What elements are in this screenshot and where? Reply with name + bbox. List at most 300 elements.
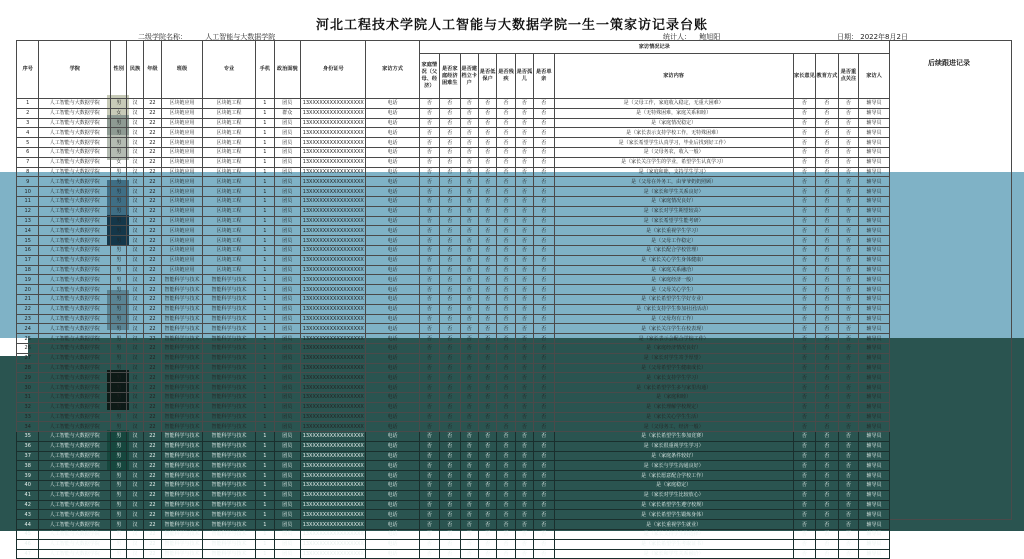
cell-college: 人工智能与大数据学院	[39, 402, 111, 412]
cell-yn-3: 否	[460, 412, 478, 422]
cell-yn-2: 否	[440, 441, 460, 451]
cell-attention: 否	[793, 373, 815, 383]
cell-politics: 团员	[274, 255, 301, 265]
table-row	[17, 383, 890, 393]
cell-yn-5: 否	[497, 245, 515, 255]
cell-yn-6: 否	[515, 275, 533, 285]
cell-politics: 团员	[274, 461, 301, 471]
cell-phone: 1	[256, 461, 274, 471]
cell-grade: 22	[143, 187, 161, 197]
cell-yn-7: 否	[534, 353, 554, 363]
cell-content: 是（家长支持学生的选择）	[554, 530, 793, 540]
cell-method: 电话	[366, 520, 419, 530]
cell-visitor: 辅导员	[859, 128, 890, 138]
cell-major: 智能科学与技术	[202, 481, 255, 491]
cell-yn-4: 否	[478, 500, 496, 510]
cell-yn-4: 否	[478, 275, 496, 285]
cell-yn-5: 否	[497, 196, 515, 206]
header-class: 班级	[162, 41, 203, 99]
cell-yn-4: 否	[478, 236, 496, 246]
cell-college: 人工智能与大数据学院	[39, 530, 111, 540]
cell-idno: 13XXXXXXXXXXXXXXXX	[301, 549, 366, 559]
cell-grade: 22	[143, 481, 161, 491]
cell-content: 是（家长希望学生能考研）	[554, 216, 793, 226]
table-row	[17, 530, 890, 540]
cell-phone: 1	[256, 99, 274, 109]
cell-yn-1: 否	[419, 147, 439, 157]
cell-yn-7: 否	[534, 510, 554, 520]
cell-yn-2: 否	[440, 363, 460, 373]
cell-yn-7: 否	[534, 500, 554, 510]
cell-class: 智能科学与技术	[162, 471, 203, 481]
cell-politics: 团员	[274, 549, 301, 559]
cell-yn-3: 否	[460, 520, 478, 530]
cell-class: 智能科学与技术	[162, 549, 203, 559]
cell-major: 区块链工程	[202, 138, 255, 148]
cell-yn-1: 否	[419, 275, 439, 285]
cell-gender: 男	[111, 324, 127, 334]
cell-phone: 1	[256, 500, 274, 510]
cell-yn-4: 否	[478, 549, 496, 559]
cell-yn-5: 否	[497, 108, 515, 118]
cell-attention: 否	[793, 196, 815, 206]
cell-method: 电话	[366, 422, 419, 432]
table-row	[17, 294, 890, 304]
cell-gender: 男	[111, 177, 127, 187]
cell-yn-4: 否	[478, 539, 496, 549]
cell-yn-6: 否	[515, 500, 533, 510]
cell-visitor: 辅导员	[859, 265, 890, 275]
cell-nation: 汉	[127, 481, 143, 491]
cell-attention: 否	[793, 383, 815, 393]
cell-grade: 22	[143, 255, 161, 265]
cell-yn-2: 否	[440, 510, 460, 520]
cell-college: 人工智能与大数据学院	[39, 147, 111, 157]
cell-seq: 24	[17, 324, 39, 334]
cell-grade: 22	[143, 549, 161, 559]
cell-yn-3: 否	[460, 294, 478, 304]
cell-yn-2: 否	[440, 216, 460, 226]
cell-college: 人工智能与大数据学院	[39, 177, 111, 187]
cell-seq: 15	[17, 236, 39, 246]
cell-method: 电话	[366, 451, 419, 461]
cell-yn-9: 否	[838, 432, 858, 442]
cell-phone: 1	[256, 402, 274, 412]
cell-visitor: 辅导员	[859, 530, 890, 540]
cell-content: 是（家长关注学生的学业，希望学生认真学习）	[554, 157, 793, 167]
cell-class: 区块链应用	[162, 226, 203, 236]
subheader-2: 是否家庭经济困难生	[440, 54, 460, 99]
cell-yn-5: 否	[497, 167, 515, 177]
table-row	[17, 363, 890, 373]
cell-yn-7: 否	[534, 206, 554, 216]
cell-yn-9: 否	[838, 383, 858, 393]
cell-college: 人工智能与大数据学院	[39, 383, 111, 393]
cell-yn-2: 否	[440, 138, 460, 148]
cell-gender: 男	[111, 343, 127, 353]
cell-yn-5: 否	[497, 461, 515, 471]
cell-class: 智能科学与技术	[162, 285, 203, 295]
cell-politics: 团员	[274, 196, 301, 206]
cell-attention: 否	[793, 285, 815, 295]
table-row	[17, 236, 890, 246]
cell-politics: 团员	[274, 402, 301, 412]
cell-yn-7: 否	[534, 167, 554, 177]
cell-idno: 13XXXXXXXXXXXXXXXX	[301, 128, 366, 138]
cell-idno: 13XXXXXXXXXXXXXXXX	[301, 461, 366, 471]
cell-content: 是（父母在外务工，由爷爷奶奶照顾）	[554, 177, 793, 187]
cell-yn-3: 否	[460, 510, 478, 520]
cell-yn-9: 否	[838, 304, 858, 314]
cell-major: 智能科学与技术	[202, 275, 255, 285]
cell-nation: 汉	[127, 245, 143, 255]
cell-class: 智能科学与技术	[162, 314, 203, 324]
record-column	[890, 40, 1012, 520]
cell-college: 人工智能与大数据学院	[39, 490, 111, 500]
cell-content: 是（家长支持学生学习）	[554, 373, 793, 383]
cell-yn-1: 否	[419, 441, 439, 451]
cell-yn-1: 否	[419, 471, 439, 481]
cell-nation: 汉	[127, 236, 143, 246]
cell-content: 是（家长对学生寄予厚望）	[554, 353, 793, 363]
home-visit-table	[16, 40, 890, 559]
cell-idno: 13XXXXXXXXXXXXXXXX	[301, 285, 366, 295]
cell-visitor: 辅导员	[859, 294, 890, 304]
cell-class: 区块链应用	[162, 236, 203, 246]
cell-yn-9: 否	[838, 138, 858, 148]
cell-seq: 7	[17, 157, 39, 167]
cell-major: 区块链工程	[202, 187, 255, 197]
cell-attention: 否	[793, 422, 815, 432]
cell-yn-8: 否	[816, 500, 838, 510]
cell-yn-3: 否	[460, 549, 478, 559]
cell-yn-7: 否	[534, 373, 554, 383]
cell-yn-3: 否	[460, 275, 478, 285]
cell-attention: 否	[793, 187, 815, 197]
cell-attention: 否	[793, 461, 815, 471]
cell-yn-3: 否	[460, 402, 478, 412]
cell-attention: 否	[793, 343, 815, 353]
cell-method: 电话	[366, 196, 419, 206]
cell-yn-3: 否	[460, 539, 478, 549]
cell-major: 智能科学与技术	[202, 549, 255, 559]
cell-yn-7: 否	[534, 432, 554, 442]
cell-yn-3: 否	[460, 255, 478, 265]
header-gender: 性别	[111, 41, 127, 99]
cell-yn-1: 否	[419, 324, 439, 334]
cell-phone: 1	[256, 334, 274, 344]
cell-yn-3: 否	[460, 265, 478, 275]
cell-major: 区块链工程	[202, 196, 255, 206]
cell-method: 电话	[366, 343, 419, 353]
date-label: 日期：	[837, 33, 858, 41]
cell-yn-2: 否	[440, 206, 460, 216]
cell-college: 人工智能与大数据学院	[39, 412, 111, 422]
cell-yn-8: 否	[816, 206, 838, 216]
cell-college: 人工智能与大数据学院	[39, 343, 111, 353]
cell-seq: 18	[17, 265, 39, 275]
cell-idno: 13XXXXXXXXXXXXXXXX	[301, 167, 366, 177]
cell-yn-9: 否	[838, 549, 858, 559]
cell-yn-9: 否	[838, 99, 858, 109]
cell-attention: 否	[793, 147, 815, 157]
cell-grade: 22	[143, 138, 161, 148]
cell-yn-8: 否	[816, 402, 838, 412]
cell-yn-9: 否	[838, 206, 858, 216]
cell-attention: 否	[793, 539, 815, 549]
cell-seq: 20	[17, 285, 39, 295]
cell-idno: 13XXXXXXXXXXXXXXXX	[301, 314, 366, 324]
cell-yn-7: 否	[534, 196, 554, 206]
cell-phone: 1	[256, 324, 274, 334]
cell-politics: 团员	[274, 157, 301, 167]
cell-grade: 22	[143, 383, 161, 393]
cell-gender: 男	[111, 471, 127, 481]
cell-major: 智能科学与技术	[202, 461, 255, 471]
cell-content: 是（家长希望学生考取证书）	[554, 539, 793, 549]
cell-visitor: 辅导员	[859, 285, 890, 295]
cell-class: 区块链应用	[162, 216, 203, 226]
cell-nation: 汉	[127, 138, 143, 148]
cell-seq: 6	[17, 147, 39, 157]
cell-yn-4: 否	[478, 363, 496, 373]
cell-yn-7: 否	[534, 99, 554, 109]
cell-seq: 33	[17, 412, 39, 422]
cell-yn-2: 否	[440, 128, 460, 138]
cell-seq: 43	[17, 510, 39, 520]
cell-yn-4: 否	[478, 471, 496, 481]
cell-yn-7: 否	[534, 304, 554, 314]
cell-visitor: 辅导员	[859, 167, 890, 177]
cell-phone: 1	[256, 392, 274, 402]
cell-yn-4: 否	[478, 412, 496, 422]
cell-yn-6: 否	[515, 324, 533, 334]
cell-seq: 30	[17, 383, 39, 393]
cell-phone: 1	[256, 196, 274, 206]
cell-college: 人工智能与大数据学院	[39, 99, 111, 109]
cell-phone: 1	[256, 481, 274, 491]
cell-nation: 汉	[127, 99, 143, 109]
cell-idno: 13XXXXXXXXXXXXXXXX	[301, 343, 366, 353]
cell-yn-6: 否	[515, 539, 533, 549]
cell-method: 电话	[366, 147, 419, 157]
cell-yn-8: 否	[816, 383, 838, 393]
table-row	[17, 441, 890, 451]
cell-yn-8: 否	[816, 490, 838, 500]
cell-major: 区块链工程	[202, 177, 255, 187]
cell-yn-4: 否	[478, 343, 496, 353]
cell-college: 人工智能与大数据学院	[39, 304, 111, 314]
stat-label: 统计人：	[663, 33, 691, 41]
subheader-3: 是否建档立卡户	[460, 54, 478, 99]
cell-yn-8: 否	[816, 520, 838, 530]
cell-grade: 22	[143, 343, 161, 353]
cell-major: 智能科学与技术	[202, 510, 255, 520]
cell-nation: 汉	[127, 422, 143, 432]
cell-yn-2: 否	[440, 402, 460, 412]
cell-idno: 13XXXXXXXXXXXXXXXX	[301, 373, 366, 383]
cell-yn-7: 否	[534, 294, 554, 304]
cell-class: 智能科学与技术	[162, 334, 203, 344]
cell-yn-5: 否	[497, 432, 515, 442]
cell-yn-3: 否	[460, 157, 478, 167]
cell-grade: 22	[143, 530, 161, 540]
cell-yn-3: 否	[460, 314, 478, 324]
cell-yn-5: 否	[497, 206, 515, 216]
cell-yn-1: 否	[419, 167, 439, 177]
cell-yn-7: 否	[534, 324, 554, 334]
cell-visitor: 辅导员	[859, 481, 890, 491]
table-row	[17, 177, 890, 187]
cell-nation: 汉	[127, 520, 143, 530]
cell-method: 电话	[366, 177, 419, 187]
cell-major: 智能科学与技术	[202, 294, 255, 304]
cell-yn-1: 否	[419, 226, 439, 236]
cell-yn-4: 否	[478, 99, 496, 109]
cell-gender: 男	[111, 265, 127, 275]
cell-major: 智能科学与技术	[202, 422, 255, 432]
cell-politics: 团员	[274, 226, 301, 236]
cell-yn-4: 否	[478, 108, 496, 118]
cell-yn-2: 否	[440, 549, 460, 559]
cell-class: 区块链应用	[162, 147, 203, 157]
cell-grade: 22	[143, 206, 161, 216]
cell-grade: 22	[143, 265, 161, 275]
cell-politics: 团员	[274, 99, 301, 109]
cell-yn-6: 否	[515, 373, 533, 383]
cell-phone: 1	[256, 314, 274, 324]
cell-yn-4: 否	[478, 383, 496, 393]
cell-phone: 1	[256, 343, 274, 353]
cell-yn-2: 否	[440, 422, 460, 432]
cell-major: 区块链工程	[202, 216, 255, 226]
cell-yn-1: 否	[419, 510, 439, 520]
cell-yn-9: 否	[838, 167, 858, 177]
table-row	[17, 500, 890, 510]
cell-yn-3: 否	[460, 177, 478, 187]
cell-yn-6: 否	[515, 177, 533, 187]
cell-yn-8: 否	[816, 441, 838, 451]
cell-gender: 男	[111, 539, 127, 549]
cell-yn-1: 否	[419, 412, 439, 422]
cell-gender: 男	[111, 520, 127, 530]
cell-phone: 1	[256, 441, 274, 451]
cell-yn-1: 否	[419, 245, 439, 255]
cell-visitor: 辅导员	[859, 206, 890, 216]
cell-yn-6: 否	[515, 412, 533, 422]
cell-yn-8: 否	[816, 373, 838, 383]
cell-yn-9: 否	[838, 118, 858, 128]
cell-content: 是（家庭情况良好）	[554, 196, 793, 206]
cell-content: 是（家长关注学生在校表现）	[554, 324, 793, 334]
cell-class: 智能科学与技术	[162, 500, 203, 510]
cell-visitor: 辅导员	[859, 432, 890, 442]
cell-visitor: 辅导员	[859, 147, 890, 157]
cell-grade: 22	[143, 108, 161, 118]
cell-politics: 团员	[274, 285, 301, 295]
cell-yn-6: 否	[515, 481, 533, 491]
cell-college: 人工智能与大数据学院	[39, 226, 111, 236]
cell-yn-9: 否	[838, 108, 858, 118]
cell-content: 是（父母均有工作）	[554, 314, 793, 324]
cell-yn-9: 否	[838, 500, 858, 510]
cell-major: 区块链工程	[202, 167, 255, 177]
cell-idno: 13XXXXXXXXXXXXXXXX	[301, 216, 366, 226]
header-method: 家访方式	[366, 41, 419, 99]
cell-nation: 汉	[127, 177, 143, 187]
cell-grade: 22	[143, 500, 161, 510]
cell-yn-1: 否	[419, 373, 439, 383]
cell-grade: 22	[143, 157, 161, 167]
cell-method: 电话	[366, 510, 419, 520]
cell-yn-7: 否	[534, 412, 554, 422]
cell-yn-7: 否	[534, 285, 554, 295]
cell-gender: 男	[111, 490, 127, 500]
cell-class: 智能科学与技术	[162, 275, 203, 285]
cell-yn-3: 否	[460, 108, 478, 118]
cell-politics: 团员	[274, 373, 301, 383]
cell-class: 区块链应用	[162, 206, 203, 216]
cell-yn-8: 否	[816, 236, 838, 246]
cell-yn-3: 否	[460, 226, 478, 236]
cell-phone: 1	[256, 530, 274, 540]
subheader-6: 是否孤儿	[515, 54, 533, 99]
cell-class: 区块链应用	[162, 108, 203, 118]
cell-major: 智能科学与技术	[202, 334, 255, 344]
cell-visitor: 辅导员	[859, 99, 890, 109]
cell-nation: 汉	[127, 539, 143, 549]
cell-yn-1: 否	[419, 530, 439, 540]
cell-idno: 13XXXXXXXXXXXXXXXX	[301, 392, 366, 402]
cell-college: 人工智能与大数据学院	[39, 167, 111, 177]
cell-yn-6: 否	[515, 422, 533, 432]
cell-nation: 汉	[127, 255, 143, 265]
cell-content: 是（家长理解学校规定）	[554, 402, 793, 412]
cell-class: 智能科学与技术	[162, 392, 203, 402]
cell-yn-6: 否	[515, 196, 533, 206]
cell-method: 电话	[366, 500, 419, 510]
cell-attention: 否	[793, 432, 815, 442]
cell-yn-8: 否	[816, 353, 838, 363]
cell-nation: 汉	[127, 412, 143, 422]
cell-method: 电话	[366, 324, 419, 334]
cell-yn-8: 否	[816, 196, 838, 206]
cell-yn-2: 否	[440, 236, 460, 246]
cell-attention: 否	[793, 99, 815, 109]
cell-attention: 否	[793, 363, 815, 373]
cell-attention: 否	[793, 549, 815, 559]
cell-grade: 22	[143, 520, 161, 530]
cell-politics: 团员	[274, 422, 301, 432]
cell-gender: 男	[111, 432, 127, 442]
cell-yn-5: 否	[497, 402, 515, 412]
cell-content: 是（家长愿意配合学校工作）	[554, 471, 793, 481]
cell-phone: 1	[256, 177, 274, 187]
cell-yn-5: 否	[497, 530, 515, 540]
cell-yn-5: 否	[497, 500, 515, 510]
cell-nation: 汉	[127, 226, 143, 236]
cell-yn-9: 否	[838, 373, 858, 383]
cell-gender: 男	[111, 275, 127, 285]
header-grade: 年级	[143, 41, 161, 99]
cell-phone: 1	[256, 451, 274, 461]
cell-yn-3: 否	[460, 383, 478, 393]
cell-yn-4: 否	[478, 490, 496, 500]
cell-attention: 否	[793, 520, 815, 530]
cell-major: 智能科学与技术	[202, 304, 255, 314]
cell-seq: 25	[17, 334, 39, 344]
cell-yn-2: 否	[440, 314, 460, 324]
